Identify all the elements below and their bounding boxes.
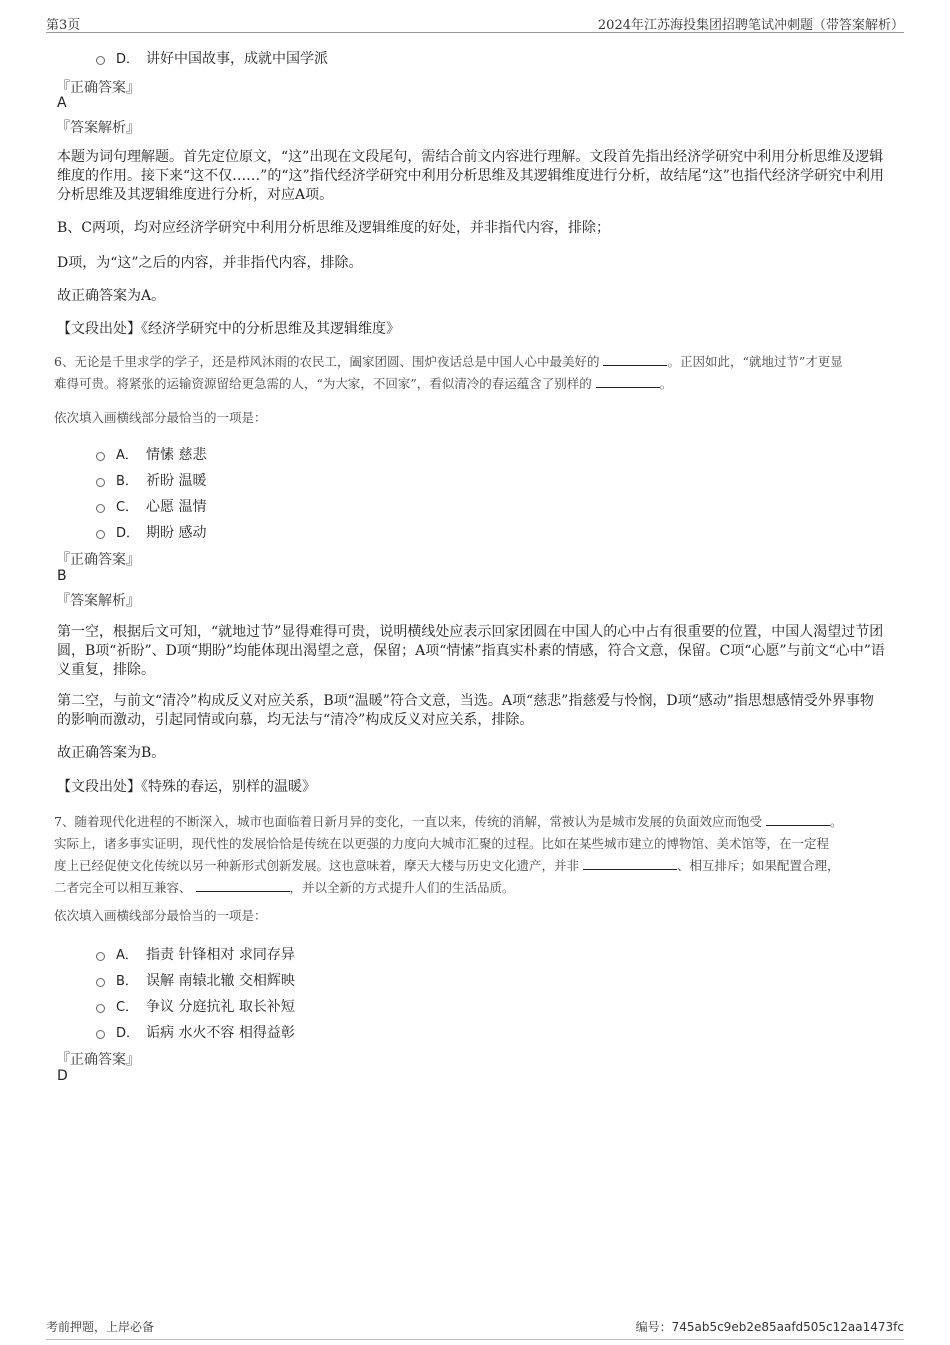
analysis-paragraph: 第一空，根据后文可知，“就地过节”显得难得可贵，说明横线处应表示回家团圆在中国人的心中占有很重要的位置，中国人渴望过节团圆，B项“祈盼”、D项“期盼”均能体现出渴望之意，保留；A项“情愫”指真实朴素的情感，符合文意，保留。C项“心愿”与前文“心中”语义重复，排除。 — [57, 624, 885, 678]
option-key: D． — [116, 1026, 140, 1041]
q7-option-c[interactable] — [96, 996, 416, 1016]
radio-icon[interactable] — [96, 1030, 105, 1039]
question-stem — [54, 811, 910, 899]
footer-code: 编号：745ab5c9eb2e85aafd505c12aa1473fc — [635, 1320, 904, 1334]
fill-blank — [603, 353, 667, 366]
q6-option-a[interactable] — [96, 444, 396, 464]
question-prompt: 依次填入画横线部分最恰当的一项是： — [54, 908, 267, 923]
radio-icon[interactable] — [96, 1004, 105, 1013]
q7-option-a[interactable] — [96, 944, 416, 964]
analysis-paragraph: D项，为“这”之后的内容，并非指代内容，排除。 — [57, 255, 363, 271]
radio-icon[interactable] — [96, 978, 105, 987]
correct-answer: B — [57, 568, 67, 584]
answer-label: 『正确答案』 — [56, 1052, 140, 1068]
question-stem — [54, 351, 904, 395]
option-text: 讲好中国故事，成就中国学派 — [146, 51, 328, 67]
fill-blank — [583, 857, 677, 870]
source-citation: 【文段出处】《经济学研究中的分析思维及其逻辑维度》 — [57, 321, 400, 337]
answer-label: 『正确答案』 — [56, 80, 140, 96]
radio-icon[interactable] — [96, 504, 105, 513]
radio-icon[interactable] — [96, 452, 105, 461]
fill-blank — [196, 879, 290, 892]
question-line: 7、随着现代化进程的不断深入，城市也面临着日新月异的变化，一直以来，传统的消解，常被认为是城市发展的负面效应而饱受 。 — [54, 814, 843, 829]
question-line: 度上已经促使文化传统以另一种新形式创新发展。这也意味着，摩天大楼与历史文化遗产，并非 、相互排斥；如果配置合理， — [54, 858, 840, 873]
radio-icon[interactable] — [96, 952, 105, 961]
question-line: 二者完全可以相互兼容、 ，并以全新的方式提升人们的生活品质。 — [54, 880, 515, 895]
question-line: 难得可贵。将紧张的运输资源留给更急需的人，“为大家，不回家”，看似清冷的春运蕴含了别样的 。 — [54, 376, 673, 391]
analysis-label: 『答案解析』 — [56, 120, 140, 136]
option-key: C． — [116, 1000, 139, 1015]
radio-icon[interactable] — [96, 56, 105, 65]
page-header — [46, 14, 904, 33]
option-text: 心愿 温情 — [146, 499, 207, 515]
correct-answer: A — [57, 95, 67, 111]
question-prompt: 依次填入画横线部分最恰当的一项是： — [54, 410, 267, 425]
option-key: B． — [116, 974, 138, 989]
q7-option-b[interactable] — [96, 970, 416, 990]
q5-option-d[interactable] — [96, 48, 496, 68]
analysis-paragraph: 第二空，与前文“清冷”构成反义对应关系，B项“温暖”符合文意，当选。A项“慈悲”指慈爱与怜悯，D项“感动”指思想感情受外界事物的影响而激动，引起同情或向慕，均无法与“清冷”构成反义对应关系，排除。 — [57, 693, 874, 728]
radio-icon[interactable] — [96, 530, 105, 539]
option-text: 期盼 感动 — [146, 525, 207, 541]
option-key: A． — [116, 448, 138, 463]
question-line: 实际上，诸多事实证明，现代性的发展恰恰是传统在以更强的力度向大城市汇聚的过程。比如在某些城市建立的博物馆、美术馆等，在一定程 — [54, 836, 830, 851]
analysis-paragraph: 本题为词句理解题。首先定位原文，“这”出现在文段尾句，需结合前文内容进行理解。文段首先指出经济学研究中利用分析思维及逻辑维度的作用。接下来“这不仅……”的“这”指代经济学研究中利用分析思维及其逻辑维度进行分析，故结尾“这”也指代经济学研究中利用分析思维及其逻辑维度进行分析，对应A项。 — [57, 149, 884, 203]
option-key: C． — [116, 500, 139, 515]
option-text: 诟病 水火不容 相得益彰 — [146, 1025, 295, 1041]
analysis-paragraph: 故正确答案为B。 — [57, 745, 166, 761]
question-line: 6、无论是千里求学的学子，还是栉风沐雨的农民工，阖家团圆、围炉夜话总是中国人心中最美好的 。正因如此，“就地过节”才更显 — [54, 354, 843, 369]
source-citation: 【文段出处】《特殊的春运，别样的温暖》 — [57, 779, 316, 795]
q6-option-d[interactable] — [96, 522, 396, 542]
option-key: B． — [116, 474, 138, 489]
option-text: 争议 分庭抗礼 取长补短 — [146, 999, 295, 1015]
q7-option-d[interactable] — [96, 1022, 416, 1042]
option-key: A． — [116, 948, 138, 963]
answer-label: 『正确答案』 — [56, 552, 140, 568]
option-text: 情愫 慈悲 — [146, 447, 207, 463]
page-number: 第3页 — [46, 18, 81, 33]
correct-answer: D — [57, 1068, 68, 1084]
q6-option-c[interactable] — [96, 496, 396, 516]
document-title: 2024年江苏海投集团招聘笔试冲刺题（带答案解析） — [597, 18, 904, 33]
option-text: 指责 针锋相对 求同存异 — [146, 947, 295, 963]
fill-blank — [596, 375, 660, 388]
page-footer — [46, 1320, 904, 1340]
analysis-paragraph: B、C两项，均对应经济学研究中利用分析思维及逻辑维度的好处，并非指代内容，排除； — [57, 220, 610, 236]
q6-option-b[interactable] — [96, 470, 396, 490]
radio-icon[interactable] — [96, 478, 105, 487]
footer-slogan: 考前押题，上岸必备 — [46, 1320, 155, 1334]
analysis-paragraph: 故正确答案为A。 — [57, 288, 166, 304]
option-key: D． — [116, 52, 140, 67]
analysis-label: 『答案解析』 — [56, 593, 140, 609]
option-text: 误解 南辕北辙 交相辉映 — [146, 973, 295, 989]
option-text: 祈盼 温暖 — [146, 473, 207, 489]
option-key: D． — [116, 526, 140, 541]
fill-blank — [766, 813, 830, 826]
